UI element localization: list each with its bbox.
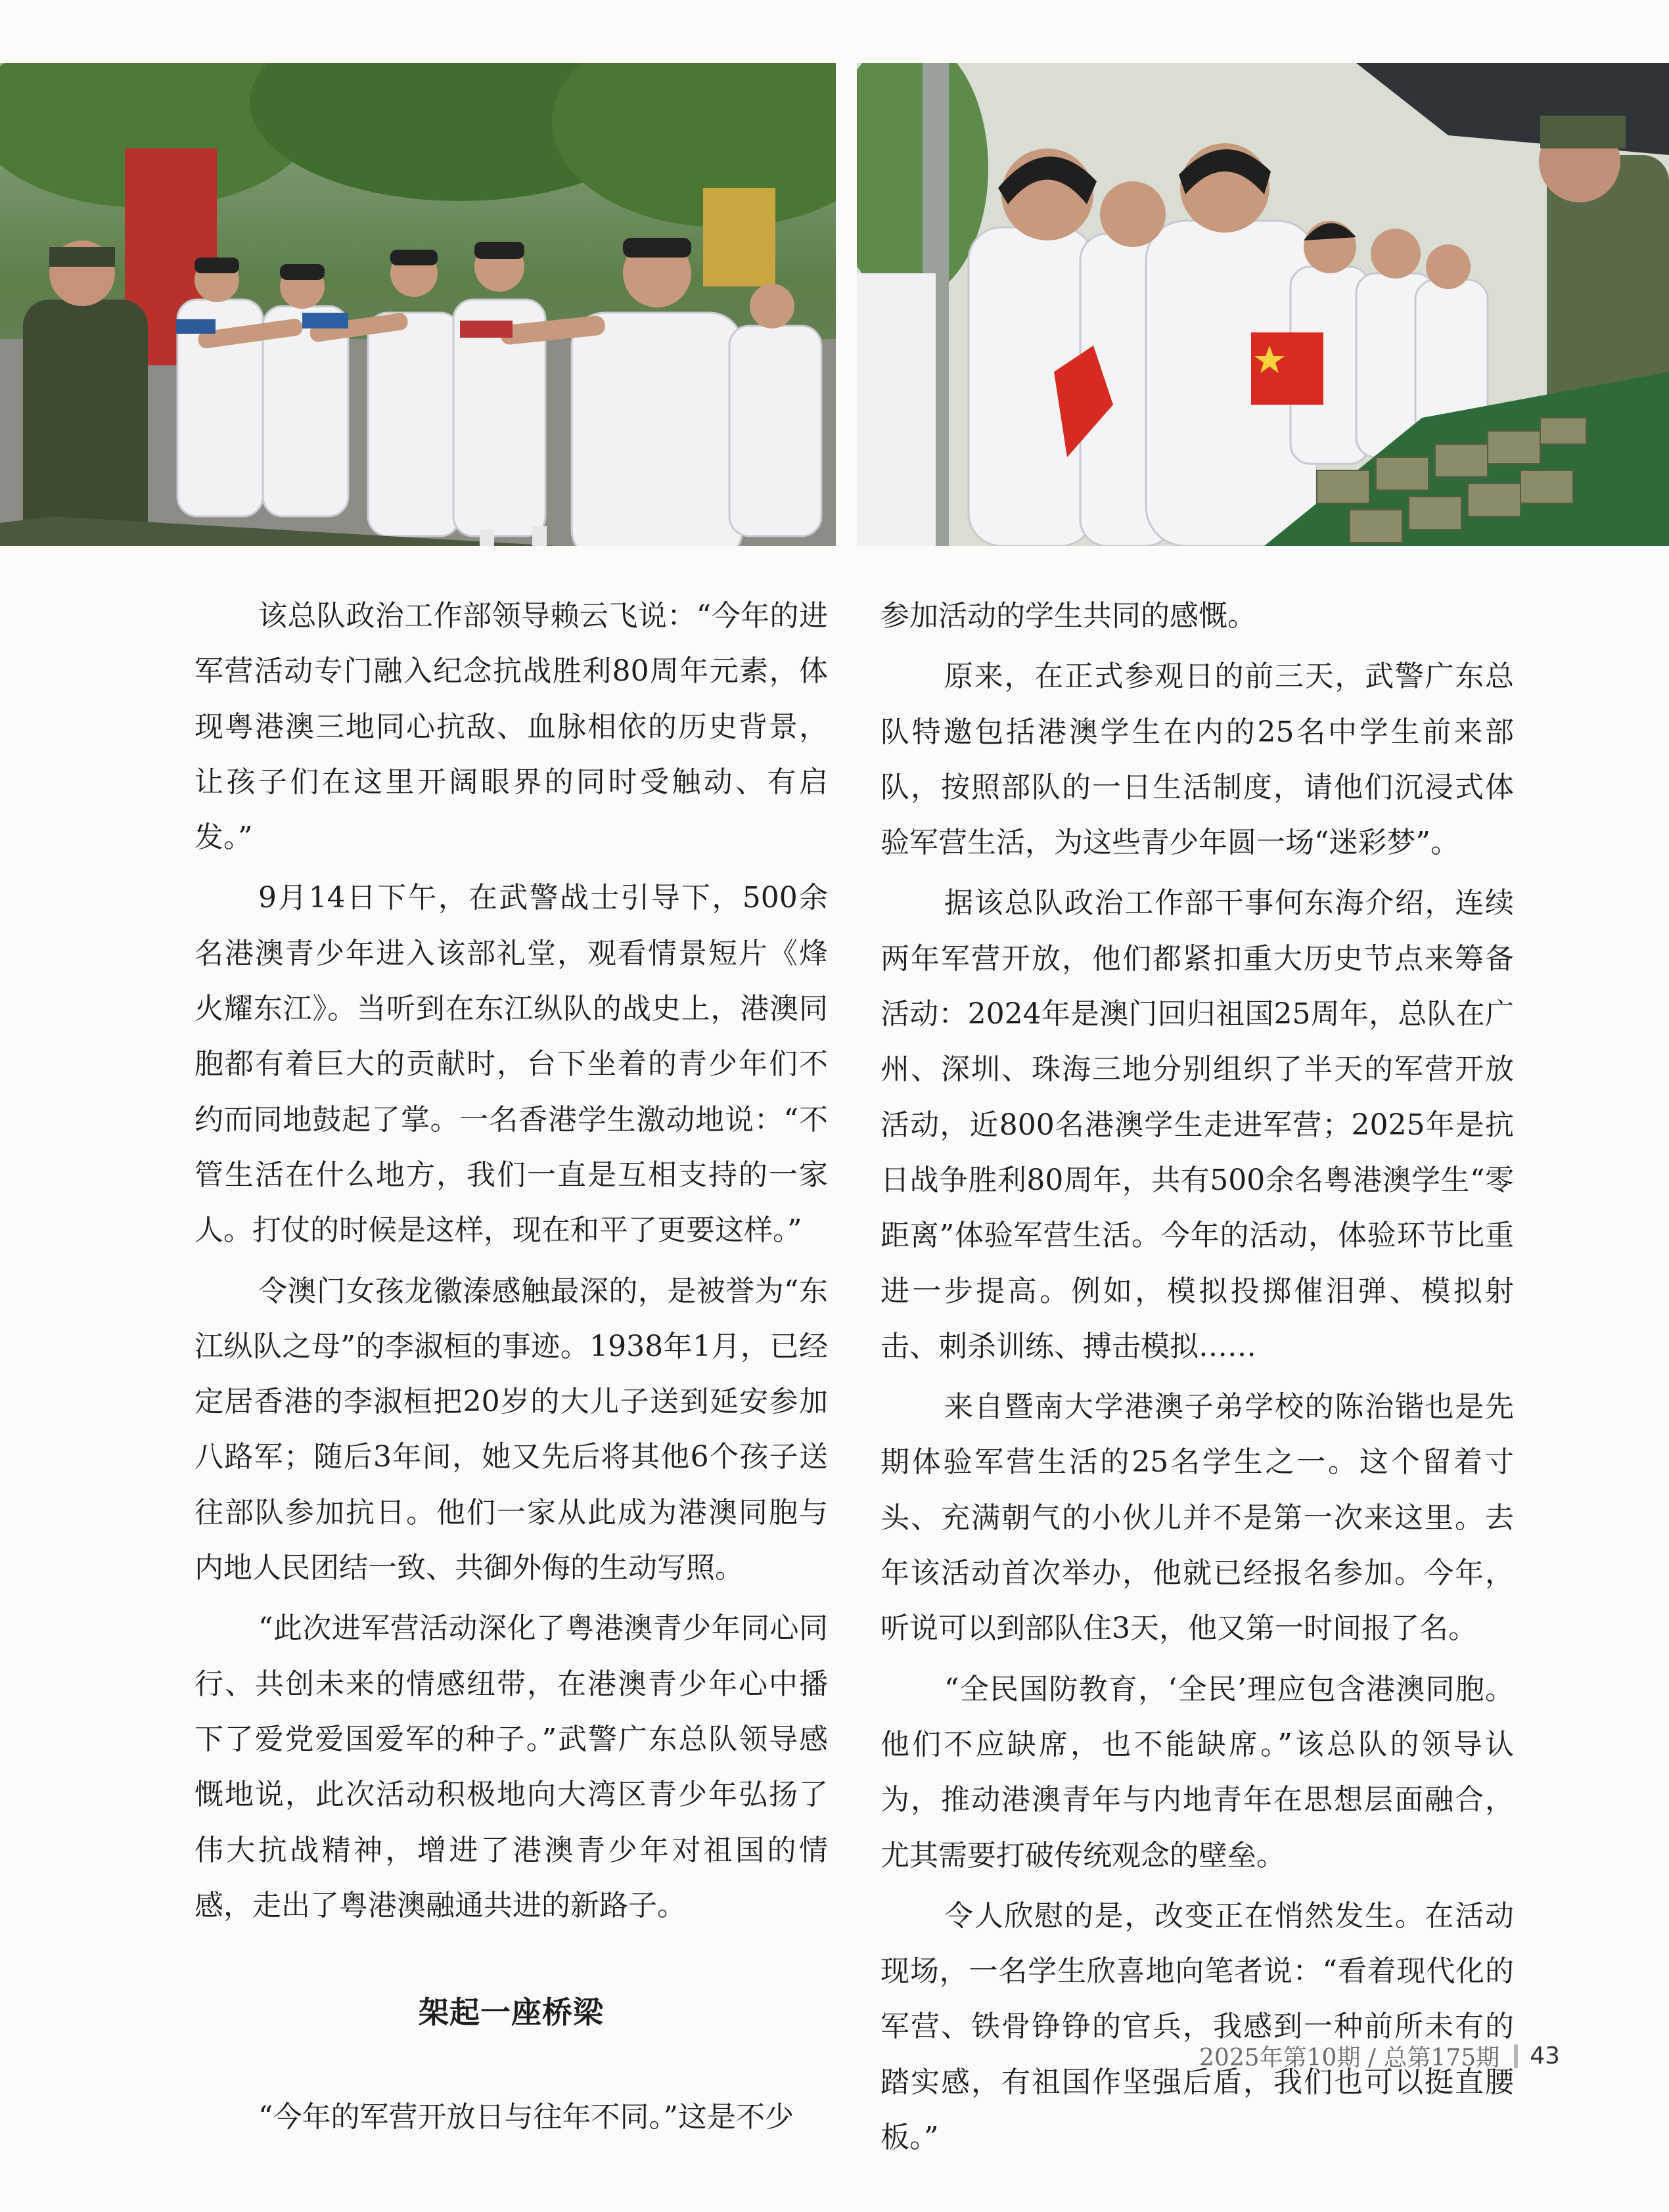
footer-divider: [1514, 2044, 1518, 2068]
right-text-column: [880, 589, 1514, 2171]
issue-info: 2025年第10期 / 总第175期: [1199, 2044, 1500, 2071]
photo-students-shooting: [0, 63, 836, 546]
right-paragraph-4: 来自暨南大学港澳子弟学校的陈治锴也是先期体验军营生活的25名学生之一。这个留着寸头、充满朝气的小伙儿并不是第一次来这里。去年该活动首次举办，他就已经报名参加。今年，听说可以到部队住3天，他又第一时间报了名。: [880, 1390, 1514, 1646]
right-paragraph-6: 令人欣慰的是，改变正在悄然发生。在活动现场，一名学生欣喜地向笔者说：“看着现代化的军营、铁骨铮铮的官兵，我感到一种前所未有的踏实感，有祖国作坚强后盾，我们也可以挺直腰板。”: [880, 1899, 1514, 2155]
photo-students-shooting-image: [0, 63, 836, 546]
page-footer: [1199, 2039, 1560, 2073]
right-paragraph-5: “全民国防教育，‘全民’理应包含港澳同胞。他们不应缺席，也不能缺席。”该总队的领导认为，推动港澳青年与内地青年在思想层面融合，尤其需要打破传统观念的壁垒。: [880, 1672, 1514, 1872]
right-paragraph-1: 参加活动的学生共同的感慨。: [880, 599, 1256, 633]
section-heading: 架起一座桥梁: [419, 1995, 604, 2031]
left-text-column: [194, 589, 828, 2150]
photo-students-with-flags-image: [857, 63, 1669, 546]
right-paragraph-2: 原来，在正式参观日的前三天，武警广东总队特邀包括港澳学生在内的25名中学生前来部队，按照部队的一日生活制度，请他们沉浸式体验军营生活，为这些青少年圆一场“迷彩梦”。: [880, 660, 1514, 860]
page-number: 43: [1530, 2043, 1560, 2069]
right-paragraph-3: 据该总队政治工作部干事何东海介绍，连续两年军营开放，他们都紧扣重大历史节点来筹备活动：2024年是澳门回归祖国25周年，总队在广州、深圳、珠海三地分别组织了半天的军营开放活动，近800名港澳学生走进军营；2025年是抗日战争胜利80周年，共有500余名粤港澳学生“零距离”体验军营生活。今年的活动，体验环节比重进一步提高。例如，模拟投掷催泪弹、模拟射击、刺杀训练、搏击模拟……: [880, 886, 1514, 1363]
left-paragraph-4: “此次进军营活动深化了粤港澳青少年同心同行、共创未来的情感纽带，在港澳青少年心中播下了爱党爱国爱军的种子。”武警广东总队领导感慨地说，此次活动积极地向大湾区青少年弘扬了伟大抗战精神，增进了港澳青少年对祖国的情感，走出了粤港澳融通共进的新路子。: [194, 1612, 828, 1922]
left-paragraph-5: “今年的军营开放日与往年不同。”这是不少: [258, 2100, 794, 2134]
left-paragraph-3: 令澳门女孩龙徽溱感触最深的，是被誉为“东江纵队之母”的李淑桓的事迹。1938年1月，已经定居香港的李淑桓把20岁的大儿子送到延安参加八路军；随后3年间，她又先后将其他6个孩子送往部队参加抗日。他们一家从此成为港澳同胞与内地人民团结一致、共御外侮的生动写照。: [194, 1274, 828, 1585]
photo-students-with-flags: [857, 63, 1669, 546]
left-paragraph-2: 9月14日下午，在武警战士引导下，500余名港澳青少年进入该部礼堂，观看情景短片《烽火耀东江》。当听到在东江纵队的战史上，港澳同胞都有着巨大的贡献时，台下坐着的青少年们不约而同地鼓起了掌。一名香港学生激动地说：“不管生活在什么地方，我们一直是互相支持的一家人。打仗的时候是这样，现在和平了更要这样。”: [194, 881, 828, 1248]
left-paragraph-1: 该总队政治工作部领导赖云飞说：“今年的进军营活动专门融入纪念抗战胜利80周年元素，体现粤港澳三地同心抗敌、血脉相依的历史背景，让孩子们在这里开阔眼界的同时受触动、有启发。”: [194, 599, 828, 855]
